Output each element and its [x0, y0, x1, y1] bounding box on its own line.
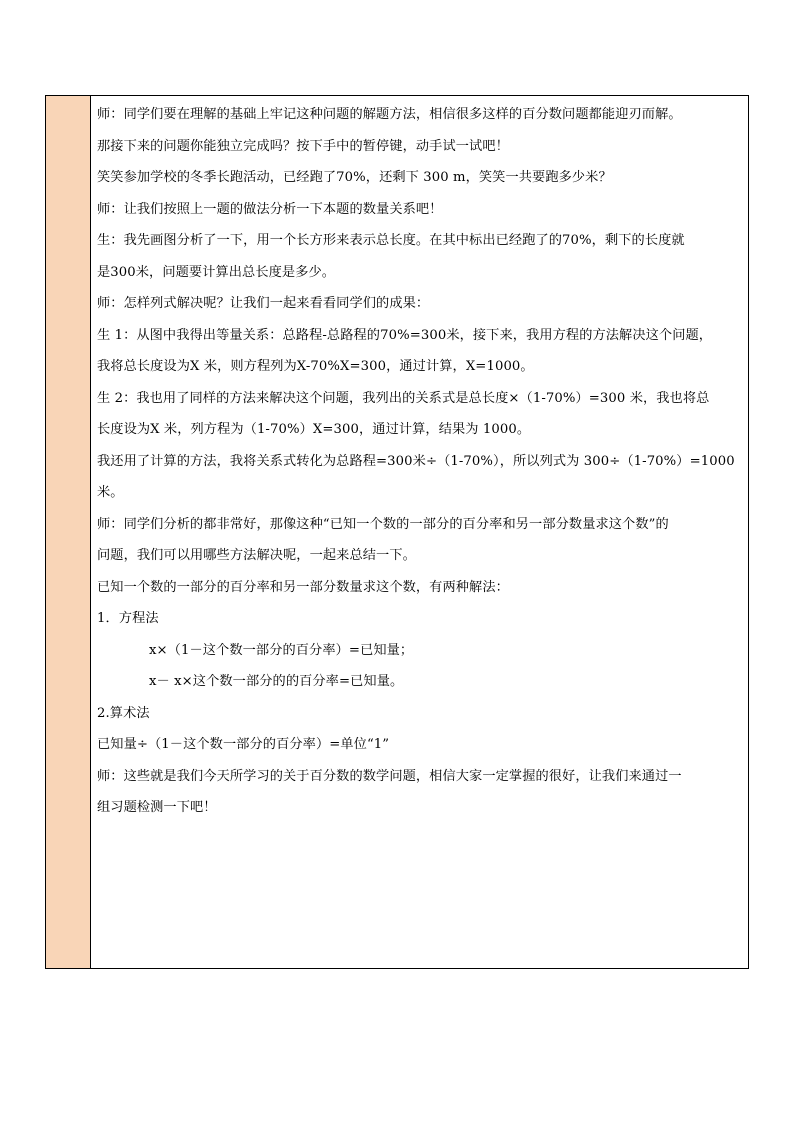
text-line: 生 2：我也用了同样的方法来解决这个问题，我列出的关系式是总长度×（1-70%）=300 米，我也将总: [97, 390, 710, 406]
table-content-cell: [91, 96, 748, 968]
text-line: 笑笑参加学校的冬季长跑活动，已经跑了70%，还剩下 300 m，笑笑一共要跑多少米？: [97, 170, 612, 185]
text-line: 师：怎样列式解决呢？让我们一起来看看同学们的成果：: [97, 296, 430, 311]
text-line: 生：我先画图分析了一下，用一个长方形来表示总长度。在其中标出已经跑了的70%，剩下的长度就: [97, 233, 685, 248]
text-line: 生 1：从图中我得出等量关系：总路程-总路程的70%=300米，接下来，我用方程的方法解决这个问题，: [97, 327, 713, 343]
text-line: 师：这些就是我们今天所学习的关于百分数的数学问题，相信大家一定掌握的很好，让我们来通过一: [97, 768, 682, 784]
text-line: 问题，我们可以用哪些方法解决呢，一起来总结一下。: [97, 548, 416, 563]
text-line: 师：同学们要在理解的基础上牢记这种问题的解题方法，相信很多这样的百分数问题都能迎刃而解。: [97, 107, 682, 122]
formula-line: 已知量÷（1－这个数一部分的百分率）=单位“1”: [97, 737, 390, 752]
text-line: 是300米，问题要计算出总长度是多少。: [97, 264, 336, 280]
text-line: 已知一个数的一部分的百分率和另一部分数量求这个数，有两种解法：: [97, 579, 509, 595]
text-line: 组习题检测一下吧！: [97, 800, 217, 815]
text-line: 我将总长度设为X 米，则方程列为X-70%X=300，通过计算，X=1000。: [97, 359, 534, 374]
text-line: 我还用了计算的方法，我将关系式转化为总路程=300米÷（1-70%），所以列式为 300÷（1-70%）=1000: [97, 453, 735, 469]
formula-line: x×（1－这个数一部分的百分率）=已知量；: [149, 642, 414, 658]
section-heading: 1．方程法: [97, 611, 159, 626]
text-line: 师：让我们按照上一题的做法分析一下本题的数量关系吧！: [97, 201, 443, 217]
lesson-table: [45, 95, 749, 969]
text-line: 长度设为X 米，列方程为（1-70%）X=300，通过计算，结果为 1000。: [97, 422, 531, 437]
formula-line: x－ x×这个数一部分的的百分率=已知量。: [149, 674, 404, 689]
table-side-cell: [46, 96, 91, 968]
text-line: 师：同学们分析的都非常好，那像这种“已知一个数的一部分的百分率和另一部分数量求这个数”的: [97, 516, 669, 532]
text-line: 米。: [97, 485, 124, 500]
text-line: 那接下来的问题你能独立完成吗？按下手中的暂停键，动手试一试吧！: [97, 138, 509, 154]
section-heading: 2.算术法: [97, 705, 150, 721]
